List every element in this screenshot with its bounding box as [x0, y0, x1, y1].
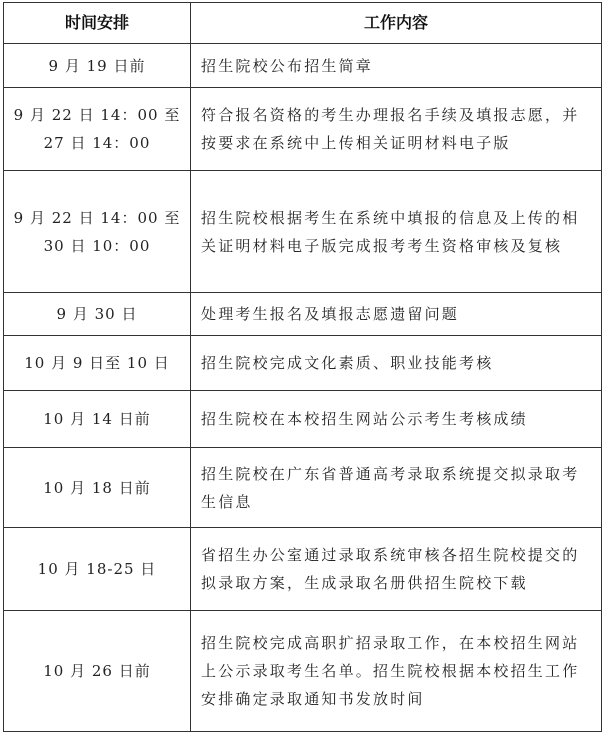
time-line: 10 月 14 日前 [43, 410, 151, 428]
table-row [4, 391, 602, 448]
time-cell [4, 391, 191, 448]
schedule-table [3, 2, 602, 732]
time-line: 9 月 22 日 14：00 至 [13, 208, 181, 227]
time-line: 10 月 18-25 日 [37, 560, 157, 578]
table-row [4, 293, 602, 336]
task-cell: 符合报名资格的考生办理报名手续及填报志愿，并按要求在系统中上传相关证明材料电子版 [191, 88, 602, 171]
time-cell [4, 171, 191, 293]
table-row [4, 448, 602, 528]
task-cell: 招生院校完成文化素质、职业技能考核 [191, 336, 602, 391]
table-row [4, 171, 602, 293]
task-cell: 招生院校在本校招生网站公示考生考核成绩 [191, 391, 602, 448]
time-cell [4, 448, 191, 528]
time-line: 9 月 30 日 [56, 305, 138, 323]
time-cell [4, 528, 191, 611]
time-line: 10 月 18 日前 [43, 478, 151, 497]
time-line: 30 日 10：00 [43, 236, 151, 255]
time-line: 10 月 9 日至 10 日 [24, 354, 170, 372]
time-cell [4, 293, 191, 336]
time-cell [4, 336, 191, 391]
task-cell: 处理考生报名及填报志愿遗留问题 [191, 293, 602, 336]
task-cell: 招生院校根据考生在系统中填报的信息及上传的相关证明材料电子版完成报考考生资格审核及复核 [191, 171, 602, 293]
time-cell [4, 611, 191, 732]
time-line: 9 月 19 日前 [48, 56, 146, 75]
time-line: 10 月 26 日前 [43, 662, 151, 680]
table-row [4, 88, 602, 171]
time-line: 9 月 22 日 14：00 至 [13, 106, 181, 124]
time-column-header: 时间安排 [4, 3, 191, 44]
task-cell: 招生院校完成高职扩招录取工作，在本校招生网站上公示录取考生名单。招生院校根据本校招生工作安排确定录取通知书发放时间 [191, 611, 602, 732]
table-row [4, 528, 602, 611]
time-line: 27 日 14：00 [43, 134, 151, 152]
table-row [4, 611, 602, 732]
task-column-header: 工作内容 [191, 3, 602, 44]
table-row [4, 336, 602, 391]
table-header-row [4, 3, 602, 44]
time-cell [4, 44, 191, 88]
task-cell: 省招生办公室通过录取系统审核各招生院校提交的拟录取方案，生成录取名册供招生院校下载 [191, 528, 602, 611]
task-cell: 招生院校在广东省普通高考录取系统提交拟录取考生信息 [191, 448, 602, 528]
task-cell: 招生院校公布招生简章 [191, 44, 602, 88]
time-cell [4, 88, 191, 171]
table-row [4, 44, 602, 88]
